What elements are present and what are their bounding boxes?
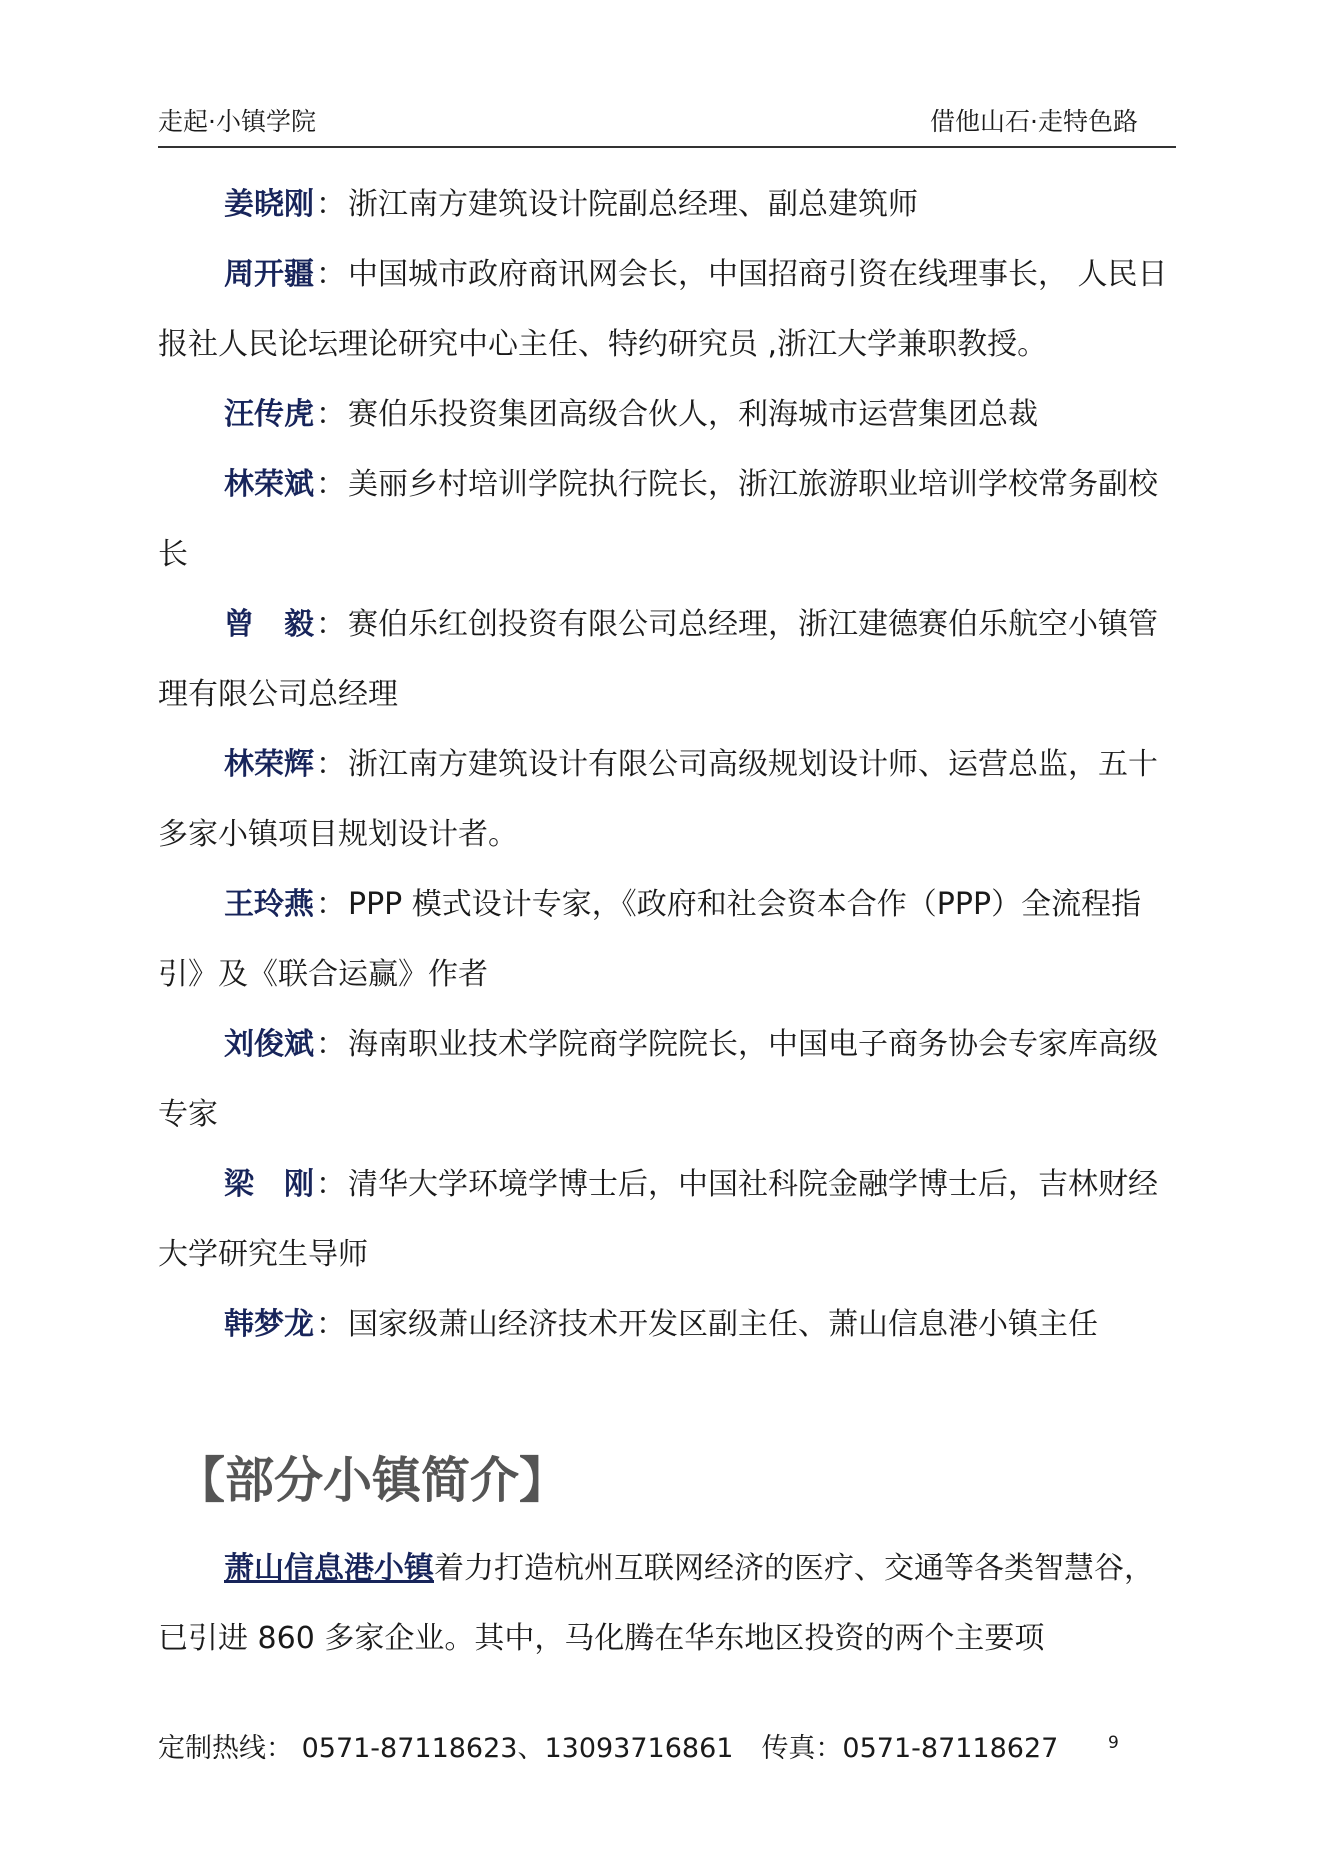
expert-name: 曾 毅 [224,607,314,642]
section-title: 【部分小镇简介】 [176,1452,569,1509]
expert-description: 清华大学环境学博士后，中国社科院金融学博士后，吉林财经大学研究生导师 [158,1167,1158,1272]
expert-entry [158,870,1174,1010]
expert-description: 浙江南方建筑设计院副总经理、副总建筑师 [348,187,918,222]
town-intro [158,1534,1174,1674]
separator: ： [316,887,346,922]
header-left-title: 走起·小镇学院 [158,107,316,136]
separator: ： [316,187,346,222]
expert-name: 刘俊斌 [224,1027,314,1062]
separator: ： [316,607,346,642]
separator: ： [316,467,346,502]
separator: ： [316,257,346,292]
expert-description: PPP 模式设计专家，《政府和社会资本合作（PPP）全流程指引》及《联合运赢》作者 [158,887,1142,992]
expert-name: 林荣辉 [224,747,314,782]
expert-list [158,170,1174,1360]
intro-text: 着力打造杭州互联网经济的医疗、交通等各类智慧谷，已引进 860 多家企业。其中，马化腾在华东地区投资的两个主要项 [158,1551,1154,1656]
expert-description: 中国城市政府商讯网会长，中国招商引资在线理事长， 人民日报社人民论坛理论研究中心主任、特约研究员 ,浙江大学兼职教授。 [158,257,1168,362]
separator: ： [316,1307,346,1342]
expert-entry [158,170,1174,240]
expert-name: 周开疆 [224,257,314,292]
expert-entry [158,1150,1174,1290]
page-header [158,100,1176,148]
separator: ： [316,397,346,432]
expert-name: 汪传虎 [224,397,314,432]
expert-entry [158,1010,1174,1150]
fax-text: 传真：0571-87118627 [761,1733,1059,1764]
expert-name: 王玲燕 [224,887,314,922]
expert-entry [158,590,1174,730]
page-number: 9 [1108,1733,1119,1753]
expert-name: 韩梦龙 [224,1307,314,1342]
expert-entry [158,380,1174,450]
expert-description: 海南职业技术学院商学院院长，中国电子商务协会专家库高级专家 [158,1027,1158,1132]
expert-name: 姜晓刚 [224,187,314,222]
town-link[interactable]: 萧山信息港小镇 [224,1551,434,1586]
hotline-text: 定制热线： 0571-87118623、13093716861 [158,1733,734,1764]
page-footer [158,1726,1086,1765]
expert-description: 国家级萧山经济技术开发区副主任、萧山信息港小镇主任 [348,1307,1098,1342]
expert-name: 林荣斌 [224,467,314,502]
header-right-slogan: 借他山石·走特色路 [930,107,1138,136]
expert-entry [158,1290,1174,1360]
separator: ： [316,1027,346,1062]
expert-description: 赛伯乐红创投资有限公司总经理，浙江建德赛伯乐航空小镇管理有限公司总经理 [158,607,1158,712]
expert-description: 赛伯乐投资集团高级合伙人，利海城市运营集团总裁 [348,397,1038,432]
intro-paragraph [158,1534,1174,1674]
expert-entry [158,450,1174,590]
expert-name: 梁 刚 [224,1167,314,1202]
separator: ： [316,747,346,782]
expert-description: 浙江南方建筑设计有限公司高级规划设计师、运营总监，五十多家小镇项目规划设计者。 [158,747,1158,852]
expert-description: 美丽乡村培训学院执行院长，浙江旅游职业培训学校常务副校长 [158,467,1158,572]
expert-entry [158,730,1174,870]
expert-entry [158,240,1174,380]
separator: ： [316,1167,346,1202]
